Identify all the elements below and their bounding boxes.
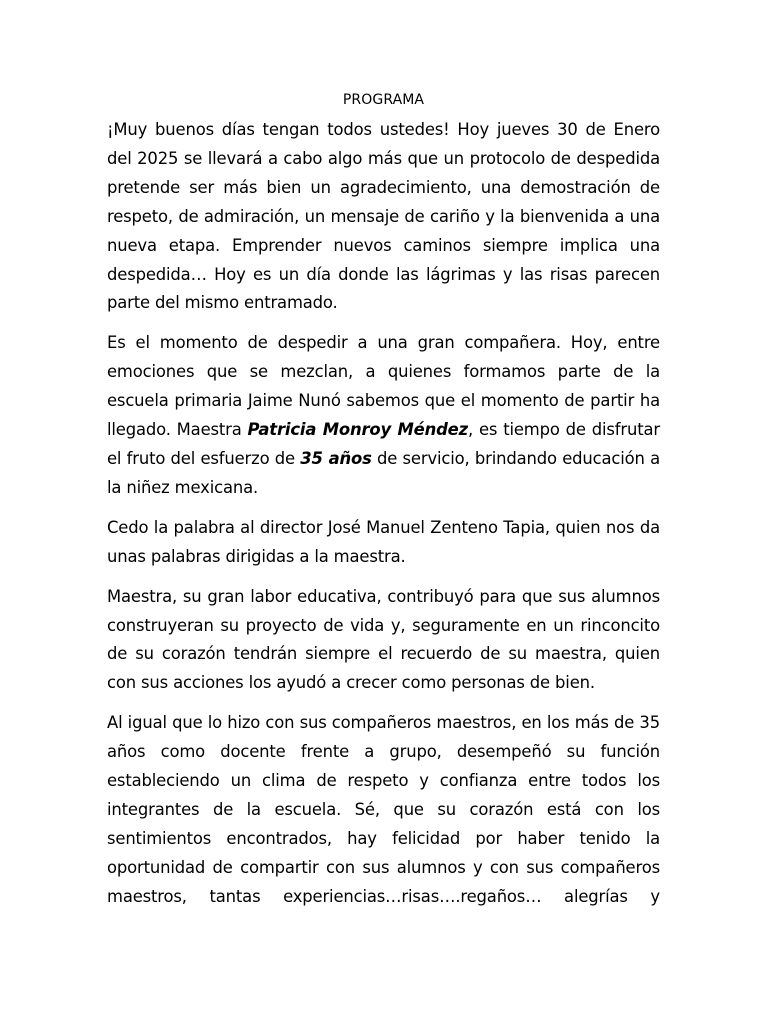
paragraph-farewell-text-a: Es el momento de despedir a una gran compañera. Hoy, entre emociones que se mezclan, a quienes formamos parte de la escuela primaria Jaime Nunó sabemos que el momento de partir ha llegado. Maestra: [107, 333, 660, 440]
paragraph-farewell: [107, 329, 660, 502]
paragraph-director: Cedo la palabra al director José Manuel Zenteno Tapia, quien nos da unas palabras dirigidas a la maestra.: [107, 517, 660, 566]
paragraph-greeting: ¡Muy buenos días tengan todos ustedes! Hoy jueves 30 de Enero del 2025 se llevará a cabo algo más que un protocolo de despedida pretende ser más bien un agradecimiento, una demostración de respeto, de admiración, un mensaje de cariño y la bienvenida a una nueva etapa. Emprender nuevos caminos siempre implica una despedida… Hoy es un día donde las lágrimas y las risas parecen parte del mismo entramado.: [107, 120, 660, 313]
page-title: PROGRAMA: [342, 92, 425, 108]
years-of-service: 35 años: [300, 448, 372, 468]
paragraph-farewell-text-b: , es tiempo de disfrutar el fruto del esfuerzo de: [107, 420, 660, 468]
paragraph-colleagues: Al igual que lo hizo con sus compañeros maestros, en los más de 35 años como docente frente a grupo, desempeñó su función estableciendo un clima de respeto y confianza entre todos los integrantes de la escuela. Sé, que su corazón está con los sentimientos encontrados, hay felicidad por haber tenido la oportunidad de compartir con sus alumnos y con sus compañeros maestros, tantas experiencias…risas….regaños… alegrías y: [107, 713, 660, 906]
paragraph-labor: Maestra, su gran labor educativa, contribuyó para que sus alumnos construyeran su proyecto de vida y, seguramente en un rinconcito de su corazón tendrán siempre el recuerdo de su maestra, quien con sus acciones los ayudó a crecer como personas de bien.: [107, 586, 660, 693]
teacher-name: Patricia Monroy Méndez: [247, 420, 469, 440]
paragraph-farewell-text-c: de servicio, brindando educación a la niñez mexicana.: [107, 448, 660, 497]
